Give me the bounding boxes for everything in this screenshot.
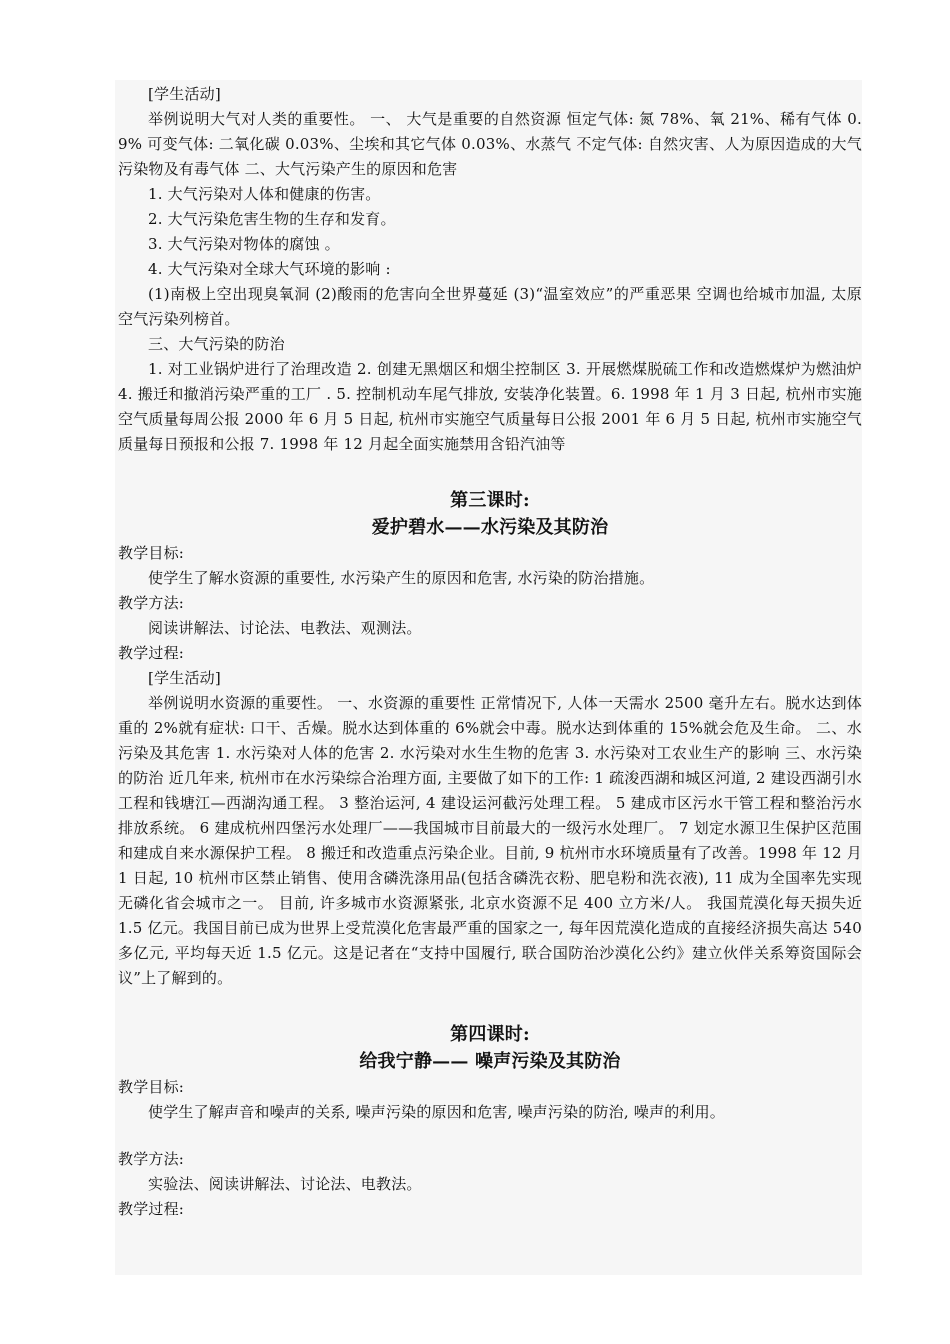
activity-label: [学生活动] <box>148 85 221 103</box>
paragraph-water-process: 举例说明水资源的重要性。 一、水资源的重要性 正常情况下, 人体一天需水 2500 毫升左右。脱水达到体重的 2%就有症状: 口干、舌燥。脱水达到体重的 6%就会中毒。脱水达到体重的 15%就会危及生命。 二、水污染及其危害 1. 水污染对人体的危害 2. 水污染对水生生物的危害 3. 水污染对工农业生产的影响 三、水污染的防治 近几年来, 杭州市在水污染综合治理方面, 主要做了如下的工作: 1 疏浚西湖和城区河道, 2 建设西湖引水工程和钱塘江—西湖沟通工程。 3 整治运河, 4 建设运河截污处理工程。 5 建成市区污水干管工程和整治污水排放系统。 6 建成杭州四堡污水处理厂——我国城市目前最大的一级污水处理厂。 7 划定水源卫生保护区范围和建成自来水源保护工程。 8 搬迁和改造重点污染企业。目前, 9 杭州市水环境质量有了改善。1998 年 12 月 1 日起, 10 杭州市区禁止销售、使用含磷洗涤用品(包括含磷洗衣粉、肥皂粉和洗衣液), 11 成为全国率先实现无磷化省会城市之一。 目前, 许多城市水资源紧张, 北京水资源不足 400 立方米/人。 我国荒漠化每天损失近 1.5 亿元。我国目前已成为世界上受荒漠化危害最严重的国家之一, 每年因荒漠化造成的直接经济损失高达 540 多亿元, 平均每天近 1.5 亿元。这是记者在“支持中国履行, 联合国防治沙漠化公约》建立伙伴关系筹资国际会议”上了解到的。 <box>118 694 862 987</box>
activity-label: [学生活动] <box>148 669 221 687</box>
paragraph-atmosphere-importance: 举例说明大气对人类的重要性。 一、 大气是重要的自然资源 恒定气体: 氮 78%、氧 21%、稀有气体 0.9% 可变气体: 二氧化碳 0.03%、尘埃和其它气体 0.03%、水蒸气 不定气体: 自然灾害、人为原因造成的大气污染物及有毒气体 二、大气污染产生的原因和危害 <box>118 110 862 178</box>
goal-text: 使学生了解水资源的重要性, 水污染产生的原因和危害, 水污染的防治措施。 <box>148 569 655 587</box>
lesson3-title-line2: 爱护碧水——水污染及其防治 <box>371 517 609 538</box>
lesson3-title-line1: 第三课时: <box>450 490 530 511</box>
section-heading: 三、大气污染的防治 <box>148 335 285 353</box>
list-item: 2. 大气污染危害生物的生存和发育。 <box>148 210 396 228</box>
document-body <box>118 82 862 1222</box>
process-label: 教学过程: <box>118 1200 185 1218</box>
goal-text: 使学生了解声音和噪声的关系, 噪声污染的原因和危害, 噪声污染的防治, 噪声的利用。 <box>148 1103 726 1121</box>
paragraph-air-prevention: 1. 对工业锅炉进行了治理改造 2. 创建无黑烟区和烟尘控制区 3. 开展燃煤脱硫工作和改造燃煤炉为燃油炉 4. 搬迁和撤消污染严重的工厂 . 5. 控制机动车尾气排放, 安装净化装置。6. 1998 年 1 月 3 日起, 杭州市实施空气质量每周公报 2000 年 6 月 5 日起, 杭州市实施空气质量每日公报 2001 年 6 月 5 日起, 杭州市实施空气质量每日预报和公报 7. 1998 年 12 月起全面实施禁用含铅汽油等 <box>118 360 862 453</box>
paragraph-global-effects: (1)南极上空出现臭氧洞 (2)酸雨的危害向全世界蔓延 (3)“温室效应”的严重恶果 空调也给城市加温, 太原空气污染列榜首。 <box>118 285 862 328</box>
list-item: 4. 大气污染对全球大气环境的影响 : <box>148 260 391 278</box>
process-label: 教学过程: <box>118 644 185 662</box>
goal-label: 教学目标: <box>118 544 185 562</box>
list-item: 3. 大气污染对物体的腐蚀 。 <box>148 235 340 253</box>
method-text: 实验法、阅读讲解法、讨论法、电教法。 <box>148 1175 422 1193</box>
lesson4-title-line2: 给我宁静—— 噪声污染及其防治 <box>359 1051 621 1072</box>
method-text: 阅读讲解法、讨论法、电教法、观测法。 <box>148 619 422 637</box>
method-label: 教学方法: <box>118 594 185 612</box>
method-label: 教学方法: <box>118 1150 185 1168</box>
list-item: 1. 大气污染对人体和健康的伤害。 <box>148 185 381 203</box>
goal-label: 教学目标: <box>118 1078 185 1096</box>
lesson4-title-line1: 第四课时: <box>450 1024 530 1045</box>
